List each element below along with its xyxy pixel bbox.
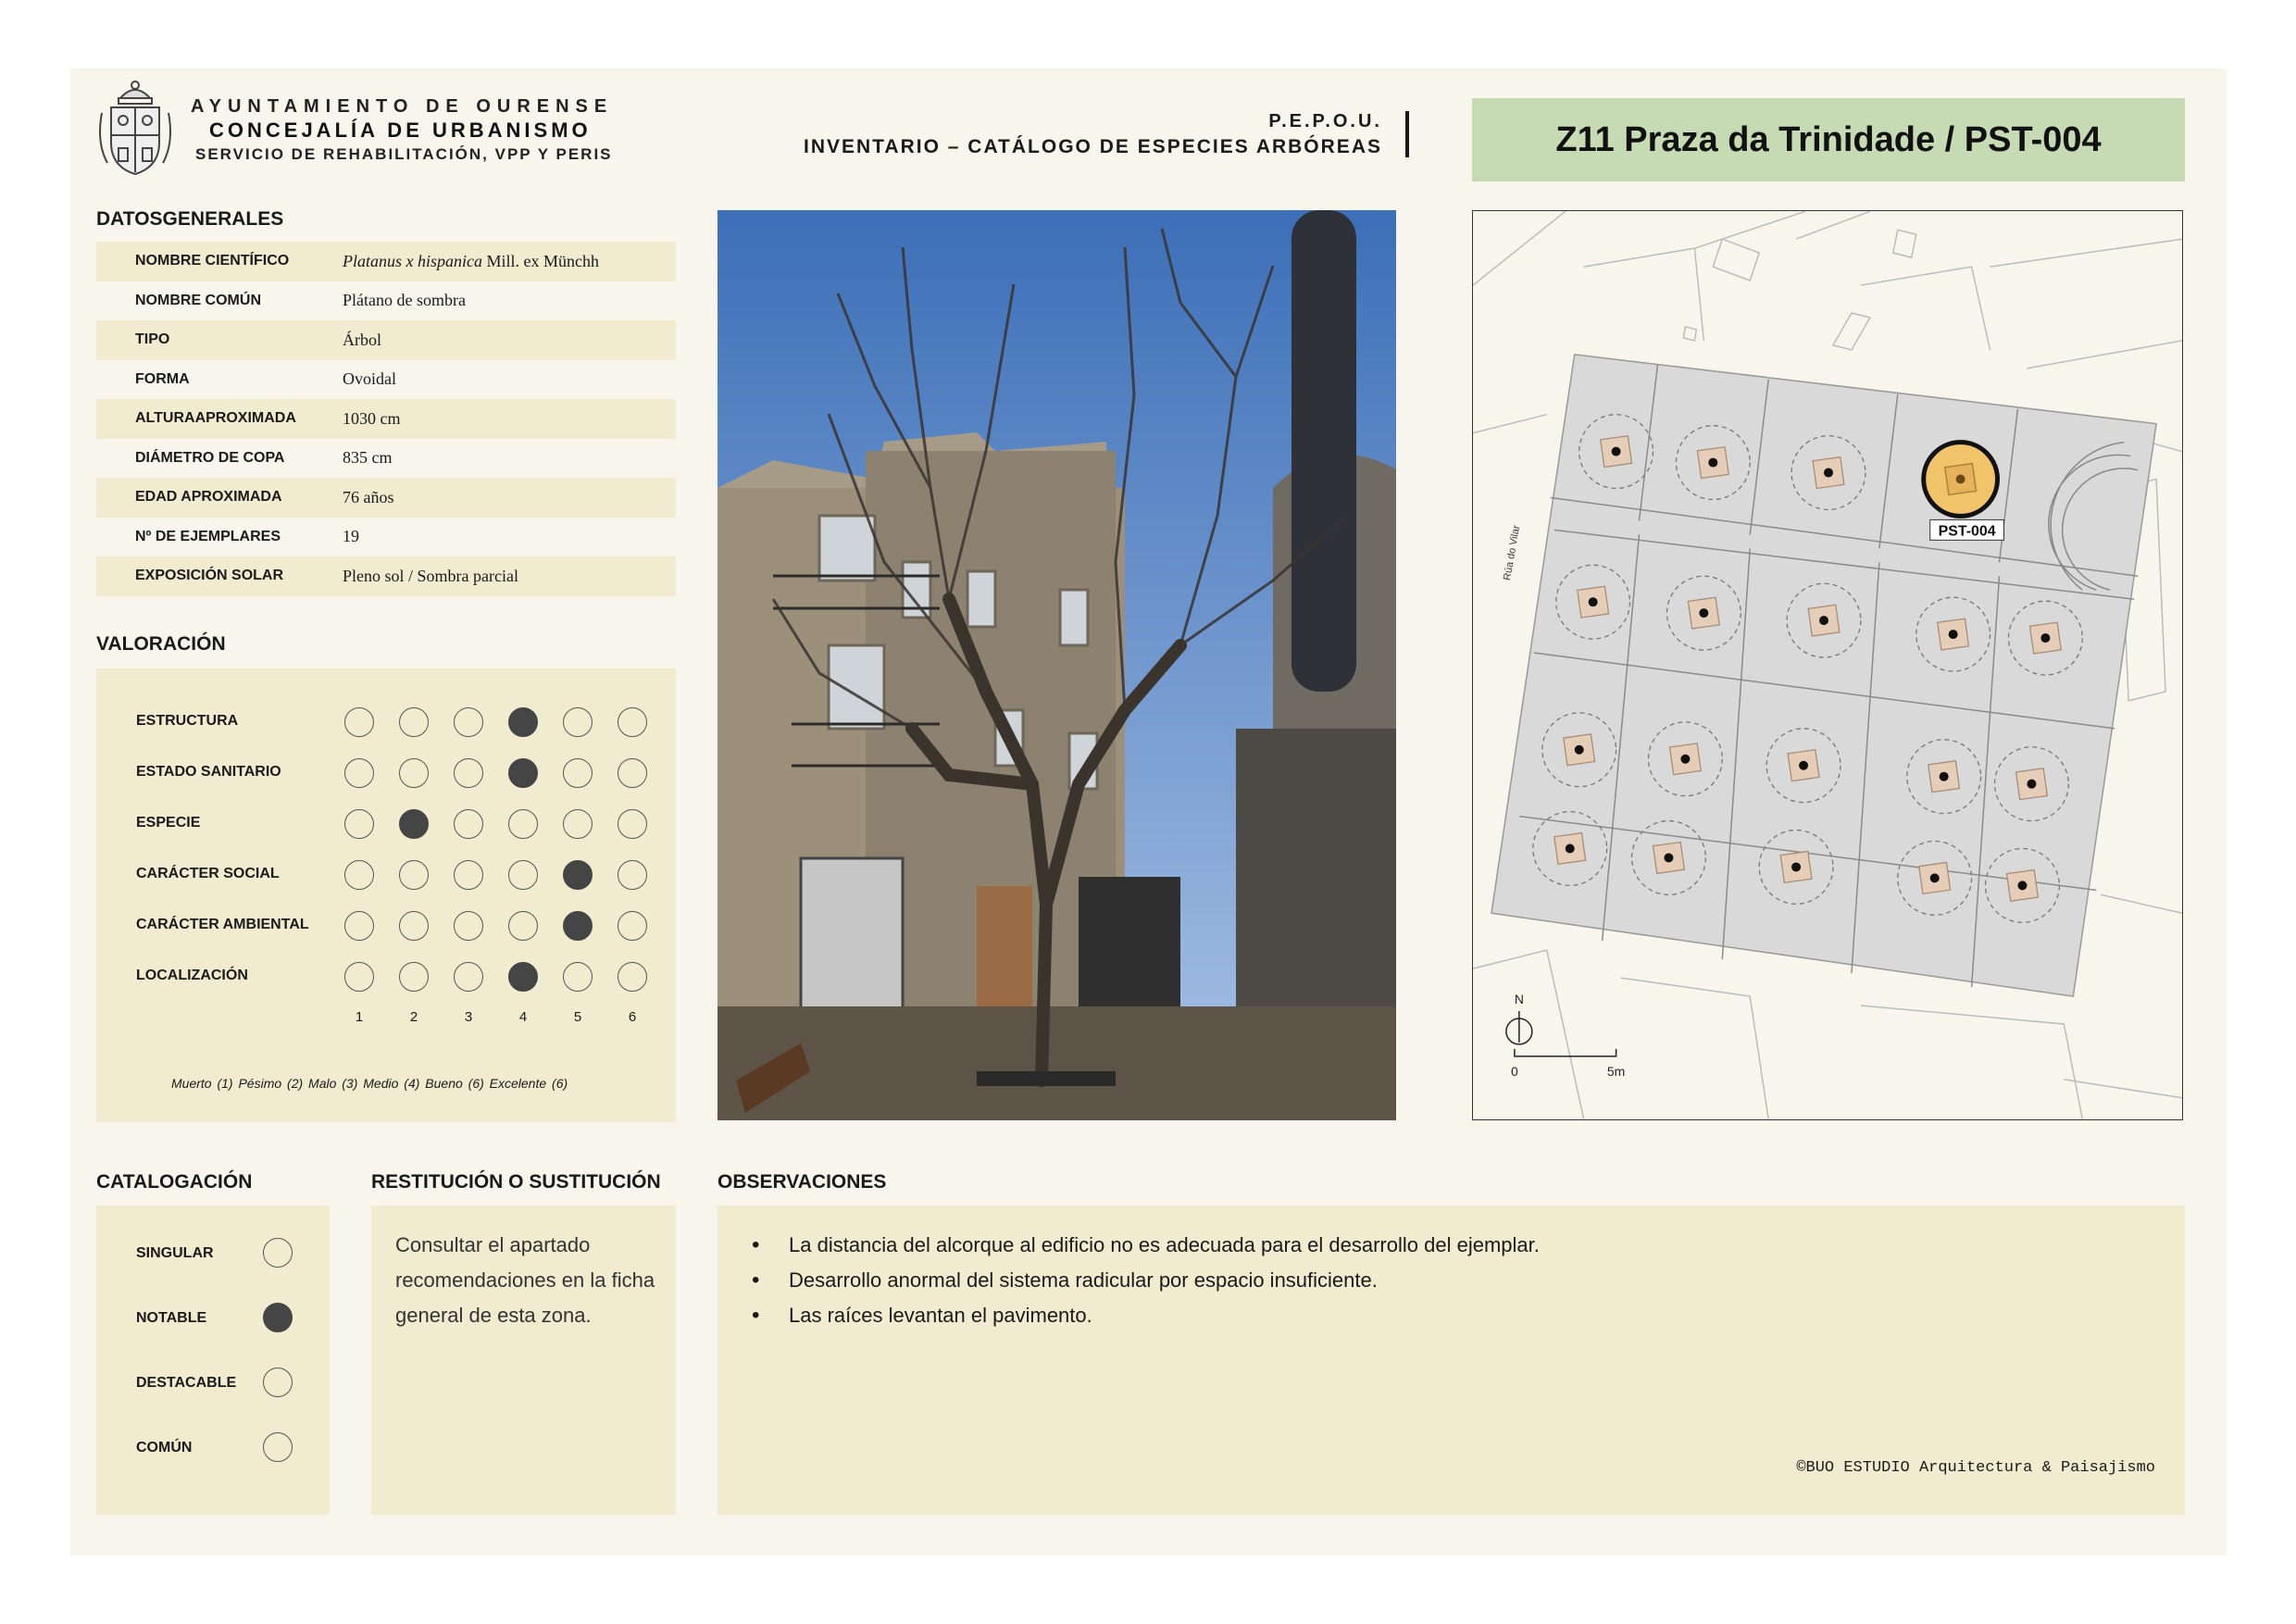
tree-trunk (1680, 755, 1690, 764)
datos-row (96, 399, 676, 439)
scientific-name: Platanus x hispanica (343, 251, 482, 270)
scale-tick-label: 4 (518, 1009, 528, 1025)
tree-trunk (1664, 853, 1673, 862)
tree-trunk (1791, 862, 1801, 871)
score-radio-3[interactable] (454, 962, 483, 992)
datos-label: NOMBRE CIENTÍFICO (135, 253, 290, 269)
tree-trunk (2040, 633, 2050, 643)
tree-trunk (1612, 447, 1621, 456)
score-radio-6[interactable] (618, 809, 647, 839)
score-radio-5[interactable] (563, 809, 593, 839)
score-radio-4[interactable] (508, 911, 538, 941)
catalogacion-label: DESTACABLE (136, 1375, 237, 1391)
datos-row (96, 360, 676, 400)
datos-row (96, 556, 676, 596)
datos-label: NOMBRE COMÚN (135, 292, 261, 308)
datos-label: EXPOSICIÓN SOLAR (135, 568, 284, 584)
datos-heading: DATOSGENERALES (96, 208, 284, 230)
catalogacion-radio[interactable] (263, 1238, 293, 1268)
scale-tick-label: 2 (409, 1009, 418, 1025)
org-name: AYUNTAMIENTO DE OURENSE (191, 96, 614, 117)
observacion-item: • La distancia del alcorque al edificio no es adecuada para el desarrollo del ejemplar. (752, 1228, 1540, 1263)
observacion-item: • Las raíces levantan el pavimento. (752, 1298, 1540, 1333)
valoracion-criterion-label: LOCALIZACIÓN (136, 968, 248, 983)
score-radio-1[interactable] (344, 911, 374, 941)
catalogacion-radio[interactable] (263, 1432, 293, 1462)
catalogacion-heading: CATALOGACIÓN (96, 1171, 253, 1193)
org-service: SERVICIO DE REHABILITACIÓN, VPP Y PERIS (195, 145, 613, 163)
datos-label: FORMA (135, 370, 190, 387)
location-map (1472, 210, 2183, 1120)
score-radio-3[interactable] (454, 860, 483, 890)
valoracion-heading: VALORACIÓN (96, 633, 226, 655)
scale-zero: 0 (1511, 1063, 1518, 1079)
datos-row (96, 320, 676, 360)
score-radio-5[interactable] (563, 758, 593, 788)
scale-tick-label: 3 (464, 1009, 473, 1025)
scale-tick-label: 5 (573, 1009, 582, 1025)
tree-trunk (1940, 772, 1949, 781)
tree-trunk (2027, 780, 2036, 789)
scientific-author: Mill. ex Münchh (482, 251, 599, 270)
scale-tick-label: 1 (355, 1009, 364, 1025)
score-radio-5[interactable] (563, 962, 593, 992)
tree-id-label: PST-004 (1938, 523, 1996, 540)
tree-trunk (1824, 468, 1833, 478)
score-radio-2[interactable] (399, 911, 429, 941)
score-radio-6[interactable] (618, 758, 647, 788)
score-radio-4[interactable] (508, 758, 538, 788)
datos-value: Árbol (343, 330, 381, 349)
valoracion-criterion-label: CARÁCTER SOCIAL (136, 866, 280, 881)
restitucion-heading: RESTITUCIÓN O SUSTITUCIÓN (371, 1171, 661, 1193)
valoracion-criterion-label: CARÁCTER AMBIENTAL (136, 917, 309, 932)
score-radio-5[interactable] (563, 707, 593, 737)
score-radio-1[interactable] (344, 758, 374, 788)
datos-label: EDAD APROXIMADA (135, 489, 282, 506)
score-radio-4[interactable] (508, 860, 538, 890)
restitucion-text: Consultar el apartado recomendaciones en la ficha general de esta zona. (395, 1233, 655, 1327)
catalogacion-radio[interactable] (263, 1303, 293, 1332)
tree-trunk (2017, 881, 2027, 890)
datos-label: TIPO (135, 331, 170, 348)
score-radio-2[interactable] (399, 809, 429, 839)
score-radio-6[interactable] (618, 911, 647, 941)
tree-trunk (1575, 745, 1584, 755)
tree-trunk (1930, 873, 1940, 882)
tree-trunk (1566, 843, 1575, 853)
score-radio-3[interactable] (454, 911, 483, 941)
org-department: CONCEJALÍA DE URBANISMO (209, 119, 592, 142)
catalogacion-label: COMÚN (136, 1440, 193, 1455)
catalogacion-label: NOTABLE (136, 1310, 207, 1326)
datos-value: 1030 cm (343, 408, 401, 428)
page-title: Z11 Praza da Trinidade / PST-004 (1555, 119, 2102, 159)
observaciones-heading: OBSERVACIONES (718, 1171, 887, 1193)
score-radio-1[interactable] (344, 860, 374, 890)
highlighted-tree-trunk (1956, 475, 1965, 484)
score-radio-1[interactable] (344, 962, 374, 992)
valoracion-criterion-label: ESPECIE (136, 815, 201, 831)
score-radio-5[interactable] (563, 860, 593, 890)
tree-trunk (1589, 597, 1598, 606)
valoracion-criterion-label: ESTRUCTURA (136, 713, 239, 729)
score-radio-4[interactable] (508, 962, 538, 992)
document-plan-code: P.E.P.O.U. (1268, 111, 1382, 131)
catalogacion-radio[interactable] (263, 1368, 293, 1397)
document-heading (804, 111, 1382, 158)
scale-bar (1515, 1049, 1616, 1056)
datos-row (96, 518, 676, 557)
tree-trunk (1819, 616, 1828, 625)
coat-of-arms-icon (94, 78, 176, 181)
street-label: Rúa do Vilar (1502, 524, 1523, 581)
observacion-item: • Desarrollo anormal del sistema radicular por espacio insuficiente. (752, 1263, 1540, 1298)
datos-row (96, 242, 676, 281)
score-radio-6[interactable] (618, 962, 647, 992)
score-radio-2[interactable] (399, 707, 429, 737)
scale-tick-label: 6 (628, 1009, 637, 1025)
valoracion-panel (96, 668, 676, 1122)
datos-value (339, 252, 599, 271)
copyright: ©BUO ESTUDIO Arquitectura & Paisajismo (1796, 1459, 2155, 1477)
score-radio-3[interactable] (454, 809, 483, 839)
datos-table (96, 242, 676, 596)
header-divider (1405, 111, 1409, 157)
valoracion-criterion-label: ESTADO SANITARIO (136, 764, 281, 780)
datos-value: 19 (343, 527, 359, 546)
datos-row (96, 439, 676, 479)
score-radio-6[interactable] (618, 860, 647, 890)
scale-five: 5m (1606, 1063, 1626, 1079)
score-radio-1[interactable] (344, 809, 374, 839)
score-radio-3[interactable] (454, 707, 483, 737)
datos-label: ALTURAAPROXIMADA (135, 410, 296, 427)
title-banner (1472, 98, 2185, 181)
datos-value: 76 años (343, 487, 394, 506)
score-radio-5[interactable] (563, 911, 593, 941)
score-radio-4[interactable] (508, 809, 538, 839)
score-radio-4[interactable] (508, 707, 538, 737)
north-label: N (1514, 992, 1524, 1007)
score-radio-6[interactable] (618, 707, 647, 737)
datos-value: 835 cm (343, 448, 393, 468)
score-radio-3[interactable] (454, 758, 483, 788)
score-radio-2[interactable] (399, 758, 429, 788)
tree-trunk (1799, 761, 1808, 770)
datos-row (96, 478, 676, 518)
valoracion-legend: Muerto (1) Pésimo (2) Malo (3) Medio (4) Bueno (6) Excelente (6) (171, 1076, 568, 1091)
score-radio-2[interactable] (399, 962, 429, 992)
tree-trunk (1949, 630, 1958, 639)
datos-value: Ovoidal (343, 369, 396, 389)
tree-photo (718, 210, 1396, 1120)
datos-label: DIÁMETRO DE COPA (135, 449, 285, 466)
observaciones-list (752, 1228, 1540, 1333)
catalogacion-label: SINGULAR (136, 1245, 214, 1261)
datos-value: Pleno sol / Sombra parcial (343, 566, 518, 585)
tree-trunk (1708, 458, 1717, 468)
document-subtitle: INVENTARIO – CATÁLOGO DE ESPECIES ARBÓREAS (803, 136, 1382, 157)
score-radio-2[interactable] (399, 860, 429, 890)
score-radio-1[interactable] (344, 707, 374, 737)
datos-value: Plátano de sombra (343, 291, 466, 310)
datos-row (96, 281, 676, 321)
datos-label: Nº DE EJEMPLARES (135, 528, 281, 544)
tree-trunk (1699, 608, 1708, 618)
